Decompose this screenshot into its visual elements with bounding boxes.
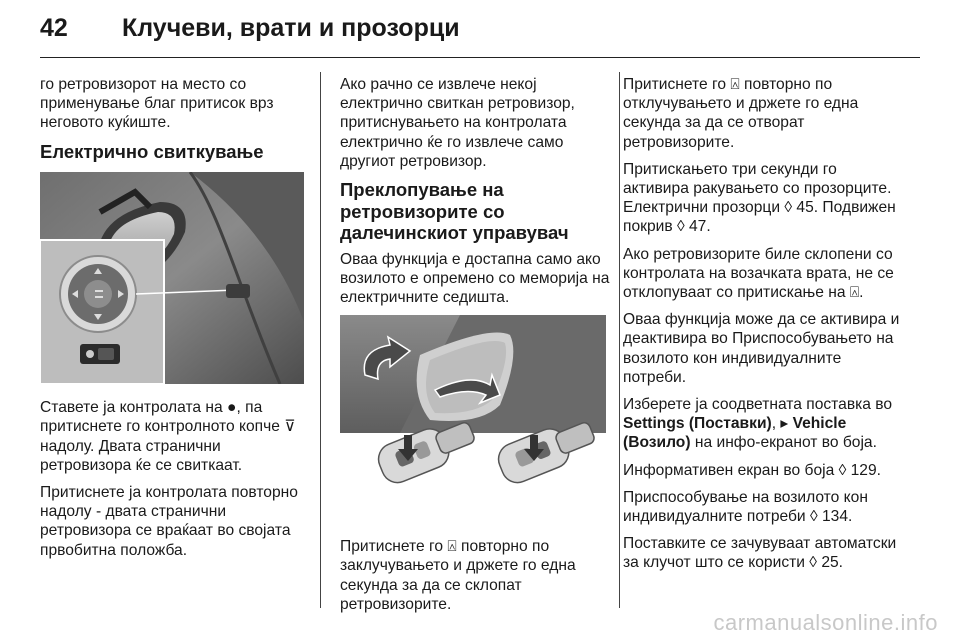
page-number: 42 [40,14,68,42]
column-2 [340,75,610,622]
paragraph: Ставете ја контролата на ●, па притиснете го контролното копче ⊽ надолу. Двата странични ретровизора ќе се свиткаат. [40,399,296,474]
column-divider-1 [320,72,321,608]
paragraph: Приспособување на возилото кон индивидуалните потреби ◊ 134. [623,488,868,526]
paragraph: Ако ретровизорите биле склопени со контролата на возачката врата, не се отклопуваат со притискање на ⍓. [623,245,894,302]
menu-path-settings: Settings (Поставки) [623,415,772,433]
page-title: Клучеви, врати и прозорци [122,14,460,42]
text-run: Изберете ја соодветната поставка во [623,396,893,414]
column-1 [40,75,308,568]
paragraph: Притискањето три секунди го активира ракувањето со прозорците. Електрични прозорци ◊ 45. Подвижен покрив ◊ 47. [623,160,896,236]
paragraph: Притиснете го ⍓ повторно по отклучувањето и држете го една секунда за да се отворат ретровизорите. [623,76,859,151]
column-3 [623,75,903,581]
paragraph: Оваа функција може да се активира и деактивира во Приспособувањето на возилото кон индивидуалните потреби. [623,311,900,386]
menu-path-vehicle: Vehicle (Возило) [623,415,847,452]
paragraph: Ако рачно се извлече некој електрично свиткан ретровизор, притиснувањето на контролата електрично ќе го извлече само другиот ретровизор. [340,76,575,170]
paragraph: Информативен екран во боја ◊ 129. [623,461,881,479]
watermark: carmanualsonline.info [713,610,938,635]
remote-fold-illustration [340,315,606,523]
section-heading: Преклопување на ретровизорите со далечинскиот управувач [340,179,569,244]
paragraph: Притиснете ја контролата повторно надолу - двата странични ретровизора се враќаат во својата првобитна положба. [40,483,298,559]
paragraph [623,395,903,453]
column-divider-2 [619,72,620,608]
paragraph: го ретровизорот на место со применување благ притисок врз неговото куќиште. [40,76,274,132]
paragraph: Притиснете го ⍓ повторно по заклучувањето и држете го една секунда за да се склопат ретровизорите. [340,538,576,613]
mirror-control-illustration [40,172,304,384]
section-heading: Електрично свиткување [40,140,264,162]
header-divider [40,57,920,58]
page-header [0,0,960,60]
paragraph: Поставките се зачувуваат автоматски за клучот што се користи ◊ 25. [623,535,897,572]
paragraph: Оваа функција е достапна само ако возилото е опремено со меморија на електричните седишта. [340,250,610,306]
menu-path-separator: , ▸ [771,415,793,433]
text-run: на инфо-екранот во боја. [690,434,877,452]
